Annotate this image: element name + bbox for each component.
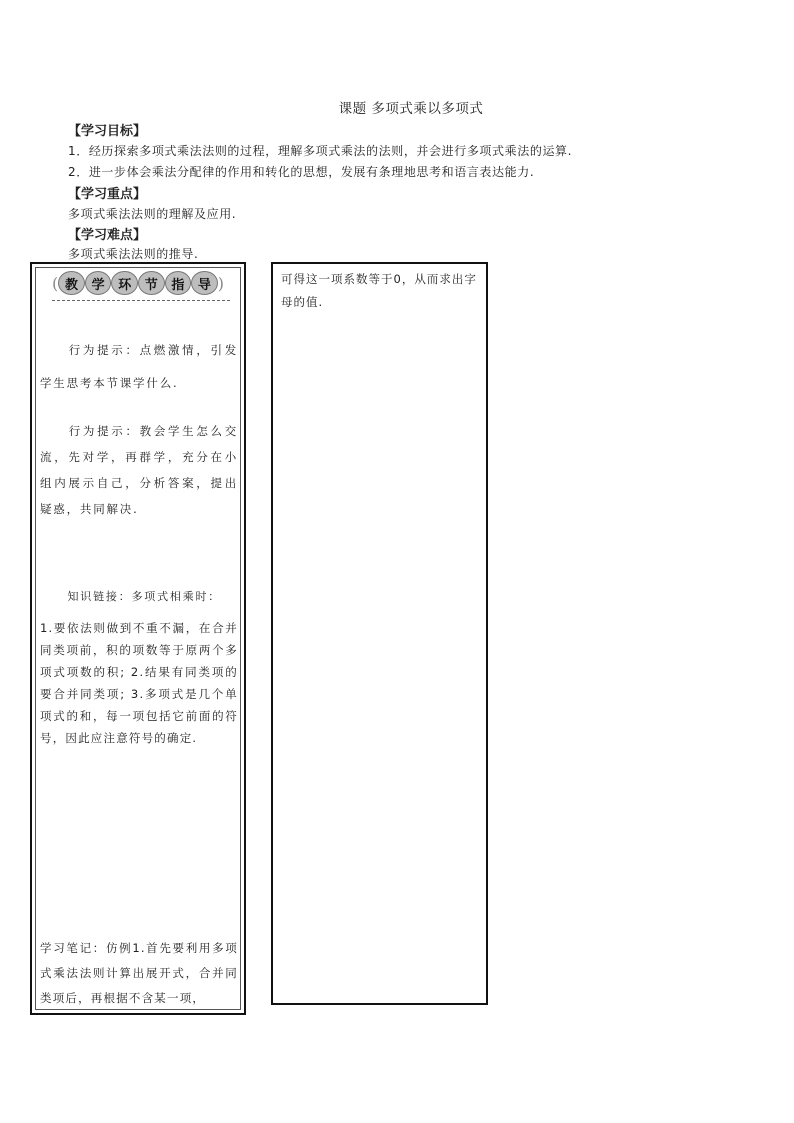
difficulties-heading: 【学习难点】 bbox=[68, 228, 147, 243]
banner-char: 环 bbox=[111, 271, 138, 295]
banner-char: 学 bbox=[85, 271, 112, 295]
study-note: 学习笔记：仿例1.首先要利用多项式乘法法则计算出展开式，合并同类项后，再根据不含某一项， bbox=[40, 941, 238, 1005]
guide-panel bbox=[30, 262, 246, 1015]
tip-1: 行为提示：点燃激情，引发学生思考本节课学什么. bbox=[40, 343, 238, 390]
banner-right-cap: ) bbox=[217, 273, 224, 293]
key-points-heading: 【学习重点】 bbox=[68, 187, 147, 202]
banner-char: 导 bbox=[191, 271, 218, 295]
goal-item-2: 2．进一步体会乘法分配律的作用和转化的思想，发展有条理地思考和语言表达能力. bbox=[68, 165, 535, 179]
right-panel-text: 可得这一项系数等于0，从而求出字母的值. bbox=[281, 272, 477, 309]
banner-divider bbox=[52, 300, 230, 301]
difficulties-text: 多项式乘法法则的推导. bbox=[68, 247, 199, 261]
guide-banner bbox=[52, 270, 224, 296]
banner-left-cap: ( bbox=[52, 273, 59, 293]
banner-char: 节 bbox=[138, 271, 165, 295]
knowledge-link-heading: 知识链接：多项式相乘时： bbox=[67, 590, 222, 603]
goals-heading: 【学习目标】 bbox=[68, 124, 147, 139]
page-title: 课题 多项式乘以多项式 bbox=[338, 101, 484, 117]
key-points-text: 多项式乘法法则的理解及应用. bbox=[68, 207, 237, 221]
goal-item-1: 1．经历探索多项式乘法法则的过程，理解多项式乘法的法则，并会进行多项式乘法的运算. bbox=[68, 144, 573, 158]
tip-2: 行为提示：教会学生怎么交流，先对学，再群学，充分在小组内展示自己，分析答案，提出疑惑，共同解决. bbox=[40, 424, 238, 516]
right-panel bbox=[271, 262, 488, 1005]
knowledge-link-text: 1.要依法则做到不重不漏，在合并同类项前，积的项数等于原两个多项式项数的积; 2.结果有同类项的要合并同类项; 3.多项式是几个单项式的和，每一项包括它前面的符号，因此应注意符号的确定. bbox=[40, 621, 238, 745]
banner-char: 指 bbox=[165, 271, 192, 295]
banner-char: 教 bbox=[58, 271, 85, 295]
